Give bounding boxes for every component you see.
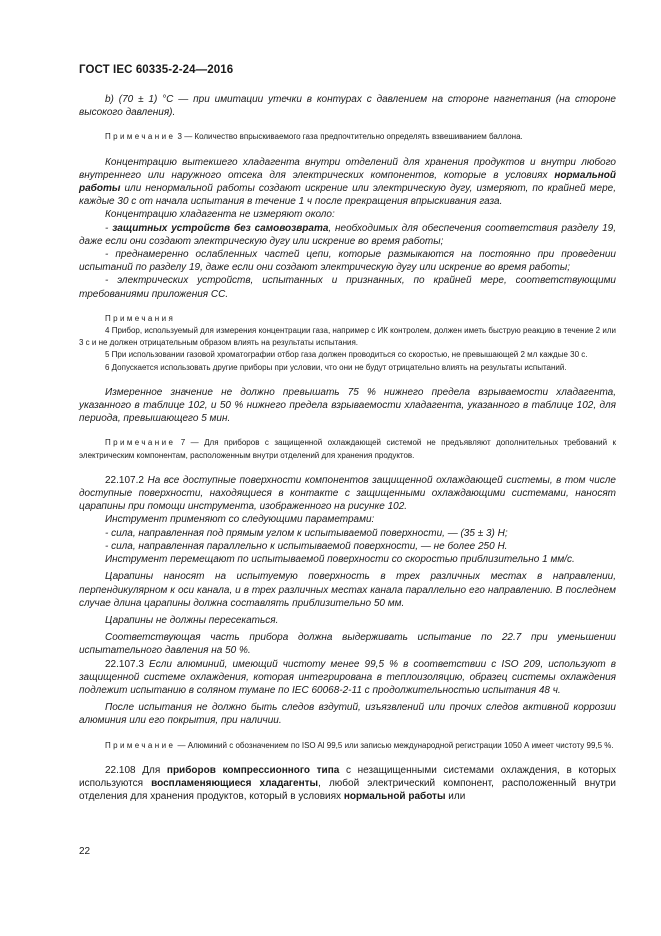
standard-header: ГОСТ IEC 60335-2-24—2016 bbox=[79, 64, 234, 76]
page-content bbox=[79, 93, 616, 803]
note-aluminium: Примечание — Алюминий с обозначением по ISO Al 99,5 или записью международной регистрации 1050 А имеет чистоту 99,5 %. bbox=[105, 740, 614, 750]
list-item: - преднамеренно ослабленных частей цепи, которые размыкаются на постоянно при проведении испытаний по разделу 19, даже если они создают электрическую дугу или искрение во время работы; bbox=[79, 249, 616, 274]
paragraph-scratches: Царапины наносят на испытуемую поверхность в трех различных местах в направлении, перпендикулярном к оси канала, и в трех различных местах канала параллельно его направлению. В последнем случае длина царапины должна составлять приблизительно 50 мм. bbox=[79, 571, 616, 609]
section-number: 22.107.2 bbox=[105, 474, 144, 486]
paragraph-instrument: Инструмент применяют со следующими параметрами: bbox=[105, 514, 375, 526]
paragraph-measured-value: Измеренное значение не должно превышать 75 % нижнего предела взрываемости хладагента, указанного в таблице 102, и 50 % нижнего предела взрываемости хладагента, указанного в таблице 102, для периода, превышающего 5 мин. bbox=[79, 386, 616, 425]
section-22-108: 22.108 Для приборов компрессионного типа с незащищенными системами охлаждения, в которых используются воспламеняющиеся хладагенты, любой электрический компонент, расположенный внутри отделения для хранения продуктов, который в условиях нормальной работы или bbox=[79, 764, 616, 803]
paragraph-not-measured: Концентрацию хладагента не измеряют около: bbox=[105, 209, 335, 221]
note-label: Примечание bbox=[105, 438, 176, 448]
note-4: 4 Прибор, используемый для измерения концентрации газа, например с ИК контролем, должен иметь быструю реакцию в течение 2 или 3 с и не должен отрицательным образом влиять на результаты испытания. bbox=[79, 326, 616, 348]
paragraph-no-cross: Царапины не должны пересекаться. bbox=[105, 614, 279, 626]
section-number: 22.107.3 bbox=[105, 658, 144, 670]
list-item: - электрических устройств, испытанных и признанных, по крайней мере, соответствующими требованиями приложения СС. bbox=[79, 275, 616, 300]
paragraph-concentration: Концентрацию вытекшего хладагента внутри отделений для хранения продуктов и внутри любого внутреннего или наружного отсека для электрических компонентов, которые в условиях нормальной работы или ненормальной работы создают искрение или электрическую дугу, измеряют, по крайней мере, каждые 30 с от начала испытания в течение 1 ч после прекращения впрыскивания газа. bbox=[79, 156, 616, 208]
note-6: 6 Допускается использовать другие приборы при условии, что они не будут отрицательно влиять на результаты испытаний. bbox=[105, 362, 567, 372]
list-item: - защитных устройств без самовозврата, необходимых для обеспечения соответствия разделу 19, даже если они создают электрическую дугу или искрение во время работы; bbox=[79, 222, 617, 247]
paragraph-after-test: После испытания не должно быть следов вздутий, изъязвлений или прочих следов активной коррозии алюминия или его покрытия, при наличии. bbox=[79, 702, 616, 727]
note-7: Примечание 7 — Для приборов с защищенной охлаждающей системой не предъявляют дополнительных требований к электрическим компонентам, расположенным внутри отделений для хранения продуктов. bbox=[79, 438, 616, 460]
item-b: b) (70 ± 1) °С — при имитации утечки в контурах с давлением на стороне нагнетания (на стороне высокого давления). bbox=[79, 94, 616, 119]
paragraph-move: Инструмент перемещают по испытываемой поверхности со скоростью приблизительно 1 мм/с. bbox=[105, 554, 575, 566]
notes-heading: Примечания bbox=[105, 313, 176, 323]
list-item: - сила, направленная параллельно к испытываемой поверхности, — не более 250 Н. bbox=[105, 540, 508, 552]
note-3: Примечание 3 — Количество впрыскиваемого газа предпочтительно определять взвешиванием баллона. bbox=[105, 132, 523, 142]
note-5: 5 При использовании газовой хроматографии отбор газа должен проводиться со скоростью, не превышающей 2 мл каждые 30 с. bbox=[105, 350, 588, 360]
note-label: Примечание bbox=[105, 740, 176, 750]
list-item: - сила, направленная под прямым углом к испытываемой поверхности, — (35 ± 3) Н; bbox=[105, 527, 508, 539]
section-22-107-2: 22.107.2 На все доступные поверхности компонентов защищенной охлаждающей системы, в том числе доступные поверхности, находящиеся в контакте с защищенными охлаждающими системами, наносят царапины при помощи инструмента, изображенного на рисунке 102. bbox=[79, 474, 616, 513]
page-number: 22 bbox=[79, 846, 91, 857]
section-number: 22.108 bbox=[105, 764, 136, 776]
note-label: Примечание bbox=[105, 132, 176, 142]
paragraph-withstand: Соответствующая часть прибора должна выдерживать испытание по 22.7 при уменьшении испытательного давления на 50 %. bbox=[79, 632, 616, 657]
section-22-107-3: 22.107.3 Если алюминий, имеющий чистоту менее 99,5 % в соответствии с ISO 209, используют в защищенной системе охлаждения, которая интегрирована в теплоизоляцию, образец системы охлаждения подлежит испытанию в соляном тумане по IEC 60068-2-11 с продолжительностью испытания 48 ч. bbox=[79, 658, 616, 696]
